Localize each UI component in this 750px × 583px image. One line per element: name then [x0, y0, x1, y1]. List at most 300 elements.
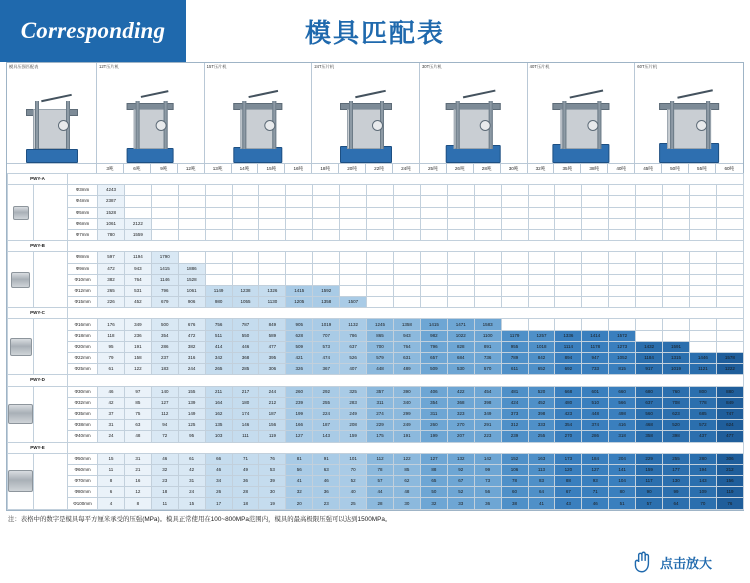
- tonnage-cell: 15吨: [258, 164, 285, 173]
- pressure-cell: 191: [124, 341, 151, 352]
- pressure-cell: [582, 263, 609, 274]
- pressure-cell: 78: [367, 464, 394, 475]
- pressure-cell: [393, 207, 420, 218]
- pressure-cell: [447, 218, 474, 229]
- pressure-cell: 423: [555, 408, 582, 419]
- pressure-cell: 113: [528, 464, 555, 475]
- diameter-label: Φ5mm: [68, 207, 98, 218]
- pressure-cell: 349: [124, 319, 151, 330]
- pressure-cell: [582, 285, 609, 296]
- diameter-label: Φ35mm: [68, 408, 98, 419]
- pressure-cell: [555, 263, 582, 274]
- table-row: [8, 464, 744, 475]
- table-row: [8, 218, 744, 229]
- pressure-cell: 398: [528, 408, 555, 419]
- pressure-cell: 1415: [286, 285, 313, 296]
- tonnage-cell: 30吨: [501, 164, 528, 173]
- pressure-cell: [501, 196, 528, 207]
- pressure-cell: 623: [663, 408, 690, 419]
- pressure-cell: 70: [340, 464, 367, 475]
- pressure-cell: 143: [689, 476, 716, 487]
- pressure-cell: 71: [582, 487, 609, 498]
- pressure-cell: [689, 285, 716, 296]
- mold-photo-spacer: [34, 453, 68, 509]
- pressure-cell: 50: [420, 487, 447, 498]
- pressure-cell: 229: [367, 420, 394, 431]
- pressure-cell: 407: [340, 364, 367, 375]
- pressure-cell: [636, 229, 663, 240]
- diameter-label: Φ50mm: [68, 453, 98, 464]
- zoom-hint[interactable]: [630, 549, 712, 575]
- pressure-cell: [313, 185, 340, 196]
- pressure-cell: [205, 196, 232, 207]
- pressure-cell: 318: [609, 431, 636, 442]
- pressure-cell: 2122: [124, 218, 151, 229]
- pressure-cell: [232, 185, 259, 196]
- pressure-cell: 280: [689, 453, 716, 464]
- pressure-cell: 26: [205, 487, 232, 498]
- pressure-cell: [474, 185, 501, 196]
- pressure-cell: 119: [716, 487, 743, 498]
- pressure-cell: 342: [205, 353, 232, 364]
- pressure-cell: [340, 274, 367, 285]
- press-machine-image: [97, 79, 204, 163]
- pressure-cell: 906: [178, 297, 205, 308]
- group-title-row: [8, 241, 744, 252]
- pressure-cell: [286, 263, 313, 274]
- pressure-cell: [636, 297, 663, 308]
- pressure-cell: 127: [286, 431, 313, 442]
- pressure-cell: [286, 274, 313, 285]
- pressure-cell: 99: [663, 487, 690, 498]
- pressure-cell: 61: [178, 453, 205, 464]
- pressure-cell: 48: [393, 487, 420, 498]
- pressure-cell: 1528: [98, 207, 125, 218]
- diameter-label: Φ10mm: [68, 274, 98, 285]
- pressure-cell: [259, 185, 286, 196]
- pressure-cell: [609, 285, 636, 296]
- pressure-cell: 477: [716, 431, 743, 442]
- pressure-cell: 1528: [178, 274, 205, 285]
- pressure-cell: 255: [313, 397, 340, 408]
- table-row: [8, 386, 744, 397]
- group-title-row: [8, 308, 744, 319]
- pressure-cell: 152: [501, 453, 528, 464]
- pressure-cell: [420, 285, 447, 296]
- page-title: 模具匹配表: [304, 17, 445, 48]
- pressure-cell: 1432: [636, 341, 663, 352]
- pressure-cell: [663, 252, 690, 263]
- table-row: [8, 185, 744, 196]
- pressure-cell: 880: [716, 386, 743, 397]
- pressure-cell: 891: [474, 341, 501, 352]
- pressure-cell: 30: [259, 487, 286, 498]
- pressure-cell: 60: [501, 487, 528, 498]
- press-machine-image: [205, 79, 312, 163]
- table-row: [8, 364, 744, 375]
- pressure-cell: [663, 330, 690, 341]
- table-legend-cell: [7, 63, 97, 163]
- pressure-cell: [393, 218, 420, 229]
- pressure-cell: 1205: [286, 297, 313, 308]
- machine-header-row: [7, 63, 743, 163]
- pressure-cell: 764: [124, 274, 151, 285]
- pressure-cell: 199: [420, 431, 447, 442]
- pressure-cell: [340, 218, 367, 229]
- pressure-cell: 36: [474, 498, 501, 509]
- machine-label: 24T压片机: [314, 64, 335, 69]
- pressure-cell: 140: [151, 386, 178, 397]
- pressure-cell: 1194: [124, 252, 151, 263]
- pressure-cell: 1471: [447, 319, 474, 330]
- pressure-cell: 1583: [474, 319, 501, 330]
- pressure-cell: 187: [313, 420, 340, 431]
- table-row: [8, 330, 744, 341]
- pressure-cell: [636, 263, 663, 274]
- pressure-cell: 56: [474, 487, 501, 498]
- press-machine-image: [312, 79, 419, 163]
- machine-cell-3: [312, 63, 420, 163]
- pressure-cell: [340, 263, 367, 274]
- pressure-cell: 368: [447, 397, 474, 408]
- pressure-cell: 244: [178, 364, 205, 375]
- pressure-cell: 88: [420, 464, 447, 475]
- diameter-label: Φ20mm: [68, 341, 98, 352]
- pressure-cell: [501, 218, 528, 229]
- pressure-cell: 1592: [313, 285, 340, 296]
- pressure-cell: 579: [367, 353, 394, 364]
- pressure-cell: 373: [501, 408, 528, 419]
- pressure-cell: 736: [474, 353, 501, 364]
- pressure-cell: 733: [582, 364, 609, 375]
- pressure-cell: 101: [340, 453, 367, 464]
- pressure-cell: 481: [501, 386, 528, 397]
- pressure-cell: [286, 196, 313, 207]
- pressure-cell: [555, 297, 582, 308]
- pressure-cell: 48: [124, 431, 151, 442]
- pressure-cell: 109: [689, 487, 716, 498]
- pressure-cell: [474, 263, 501, 274]
- pressure-cell: 184: [582, 453, 609, 464]
- mold-photo: [8, 319, 34, 375]
- pressure-cell: [636, 285, 663, 296]
- pressure-cell: [609, 297, 636, 308]
- group-name: PWY-A: [8, 174, 68, 185]
- pressure-cell: [367, 297, 394, 308]
- pressure-cell: 18: [232, 498, 259, 509]
- pressure-cell: 32: [286, 487, 313, 498]
- pressure-cell: 685: [689, 408, 716, 419]
- pressure-cell: 510: [582, 397, 609, 408]
- pressure-cell: 15: [98, 453, 125, 464]
- pressure-cell: [259, 229, 286, 240]
- pressure-cell: [420, 252, 447, 263]
- zoom-hint-label: 点击放大: [659, 555, 712, 571]
- header-brand-text: Corresponding: [20, 18, 166, 43]
- tonnage-cell: 3吨: [97, 164, 124, 173]
- pressure-cell: 23: [313, 498, 340, 509]
- pressure-cell: 1315: [663, 353, 690, 364]
- pressure-cell: 550: [232, 330, 259, 341]
- pressure-cell: 472: [98, 263, 125, 274]
- pressure-cell: [501, 207, 528, 218]
- tonnage-cell: 16吨: [285, 164, 312, 173]
- mold-photo-spacer: [34, 319, 68, 375]
- pressure-cell: 122: [124, 364, 151, 375]
- pressure-cell: [663, 196, 690, 207]
- pressure-cell: [151, 196, 178, 207]
- diameter-label: Φ3mm: [68, 185, 98, 196]
- pressure-cell: [178, 196, 205, 207]
- pressure-cell: [609, 185, 636, 196]
- pressure-cell: 6: [98, 487, 125, 498]
- pressure-cell: [178, 185, 205, 196]
- mold-photo-spacer: [34, 185, 68, 241]
- pressure-cell: [609, 218, 636, 229]
- pressure-cell: [689, 185, 716, 196]
- table-row: [8, 476, 744, 487]
- table-row: [8, 229, 744, 240]
- tonnage-cell: 22吨: [366, 164, 393, 173]
- pressure-cell: 85: [124, 397, 151, 408]
- pressure-cell: 1790: [151, 252, 178, 263]
- pressure-cell: [528, 263, 555, 274]
- pressure-cell: [367, 285, 394, 296]
- pressure-cell: 62: [393, 476, 420, 487]
- pressure-cell: 183: [151, 364, 178, 375]
- group-title-filler: [68, 174, 744, 185]
- pressure-cell: 237: [151, 353, 178, 364]
- pressure-cell: [313, 229, 340, 240]
- pressure-cell: [178, 229, 205, 240]
- table-row: [8, 487, 744, 498]
- pressure-cell: [393, 297, 420, 308]
- pressure-cell: [205, 274, 232, 285]
- pressure-cell: 174: [232, 408, 259, 419]
- pressure-cell: 104: [609, 476, 636, 487]
- pressure-cell: 85: [393, 464, 420, 475]
- pressure-cell: 36: [232, 476, 259, 487]
- pressure-cell: [582, 229, 609, 240]
- pressure-cell: 40: [340, 487, 367, 498]
- pressure-cell: [716, 319, 743, 330]
- tonnage-cell: 32吨: [528, 164, 555, 173]
- pressure-cell: [663, 185, 690, 196]
- pressure-cell: [528, 218, 555, 229]
- pressure-cell: 509: [420, 364, 447, 375]
- pressure-cell: [232, 252, 259, 263]
- diameter-label: Φ30mm: [68, 386, 98, 397]
- pressure-cell: [178, 252, 205, 263]
- pressure-cell: [689, 341, 716, 352]
- pressure-cell: 1414: [582, 330, 609, 341]
- pressure-cell: [663, 263, 690, 274]
- pressure-cell: 283: [340, 397, 367, 408]
- group-name: PWY-D: [8, 375, 68, 386]
- pressure-cell: 76: [716, 498, 743, 509]
- pressure-cell: 31: [178, 476, 205, 487]
- pressure-cell: [151, 207, 178, 218]
- machine-cell-6: [635, 63, 743, 163]
- header-brand-block: [0, 0, 186, 62]
- pressure-cell: [582, 252, 609, 263]
- pressure-cell: [286, 252, 313, 263]
- pressure-cell: 239: [286, 397, 313, 408]
- tonnage-cell: 18吨: [312, 164, 339, 173]
- diameter-label: Φ100mm: [68, 498, 98, 509]
- pressure-cell: [420, 229, 447, 240]
- pressure-cell: 66: [205, 453, 232, 464]
- pressure-cell: 207: [447, 431, 474, 442]
- pressure-cell: 368: [232, 353, 259, 364]
- diameter-label: Φ12mm: [68, 285, 98, 296]
- pressure-cell: [609, 319, 636, 330]
- tonnage-cell: 40吨: [608, 164, 635, 173]
- pressure-cell: [420, 297, 447, 308]
- pressure-cell: 64: [528, 487, 555, 498]
- pressure-cell: 657: [420, 353, 447, 364]
- pressure-cell: 1100: [474, 330, 501, 341]
- pressure-cell: 155: [178, 386, 205, 397]
- pressure-cell: [689, 218, 716, 229]
- pressure-cell: [716, 207, 743, 218]
- pressure-cell: [474, 285, 501, 296]
- pressure-cell: [474, 274, 501, 285]
- pressure-cell: 146: [232, 420, 259, 431]
- pressure-cell: 111: [232, 431, 259, 442]
- pressure-cell: 71: [232, 453, 259, 464]
- pressure-cell: 204: [609, 453, 636, 464]
- pressure-cell: 120: [555, 464, 582, 475]
- pressure-cell: 480: [555, 397, 582, 408]
- pressure-cell: 93: [582, 476, 609, 487]
- pressure-cell: [151, 218, 178, 229]
- pressure-cell: [555, 185, 582, 196]
- pressure-cell: 158: [124, 353, 151, 364]
- pressure-cell: [716, 229, 743, 240]
- pressure-cell: 24: [98, 431, 125, 442]
- pressure-cell: 477: [259, 341, 286, 352]
- pressure-cell: [420, 207, 447, 218]
- pressure-cell: 1055: [232, 297, 259, 308]
- pressure-cell: 270: [555, 431, 582, 442]
- pressure-cell: 118: [98, 330, 125, 341]
- mold-photo-spacer: [34, 386, 68, 442]
- pressure-cell: [689, 263, 716, 274]
- pressure-cell: 680: [636, 386, 663, 397]
- pressure-cell: [447, 274, 474, 285]
- press-machine-image: [635, 79, 743, 163]
- tonnage-cell: 9吨: [151, 164, 178, 173]
- pressure-cell: 422: [447, 386, 474, 397]
- pressure-cell: [501, 252, 528, 263]
- pressure-cell: 326: [286, 364, 313, 375]
- pressure-cell: 905: [286, 319, 313, 330]
- pressure-cell: 249: [340, 408, 367, 419]
- pressure-cell: 1061: [178, 285, 205, 296]
- pressure-cell: 28: [232, 487, 259, 498]
- tonnage-cell: 35吨: [554, 164, 581, 173]
- pressure-cell: 103: [205, 431, 232, 442]
- pressure-cell: [313, 207, 340, 218]
- pressure-cell: 139: [178, 397, 205, 408]
- diameter-label: Φ25mm: [68, 364, 98, 375]
- pressure-cell: [232, 274, 259, 285]
- pressure-cell: 112: [151, 408, 178, 419]
- pressure-cell: 12: [124, 487, 151, 498]
- pressure-cell: 30: [393, 498, 420, 509]
- pressure-cell: 566: [609, 397, 636, 408]
- pressure-cell: 44: [367, 487, 394, 498]
- pressure-cell: 1061: [98, 218, 125, 229]
- pressure-cell: [178, 207, 205, 218]
- pressure-cell: [528, 252, 555, 263]
- pressure-cell: 226: [98, 297, 125, 308]
- pressure-cell: [609, 229, 636, 240]
- pressure-cell: 511: [205, 330, 232, 341]
- diameter-label: Φ60mm: [68, 464, 98, 475]
- tonnage-cell: 20吨: [339, 164, 366, 173]
- pressure-cell: [501, 274, 528, 285]
- pressure-cell: 46: [582, 498, 609, 509]
- pressure-cell: [232, 207, 259, 218]
- pressure-cell: 374: [582, 420, 609, 431]
- pressure-cell: 764: [393, 341, 420, 352]
- pressure-cell: [501, 285, 528, 296]
- diameter-label: Φ6mm: [68, 218, 98, 229]
- tonnage-cell: 45吨: [635, 164, 662, 173]
- pressure-cell: [555, 229, 582, 240]
- pressure-cell: 53: [259, 464, 286, 475]
- pressure-cell: 468: [636, 420, 663, 431]
- pressure-cell: [340, 185, 367, 196]
- pressure-cell: [367, 207, 394, 218]
- pressure-cell: [555, 218, 582, 229]
- pressure-cell: 357: [367, 386, 394, 397]
- pressure-cell: 24: [178, 487, 205, 498]
- pressure-cell: 75: [124, 408, 151, 419]
- pressure-cell: [393, 229, 420, 240]
- pressure-cell: 21: [124, 464, 151, 475]
- group-title-row: [8, 375, 744, 386]
- pressure-cell: 1179: [501, 330, 528, 341]
- pressure-cell: 796: [420, 341, 447, 352]
- pressure-cell: 1273: [609, 341, 636, 352]
- pressure-cell: 224: [313, 408, 340, 419]
- pressure-cell: 194: [689, 464, 716, 475]
- pressure-cell: 323: [447, 408, 474, 419]
- pressure-cell: [151, 185, 178, 196]
- press-machine-image: [528, 79, 635, 163]
- pressure-cell: 982: [420, 330, 447, 341]
- pressure-cell: 260: [420, 420, 447, 431]
- pressure-cell: [663, 297, 690, 308]
- pressure-cell: 236: [124, 330, 151, 341]
- pressure-cell: 349: [474, 408, 501, 419]
- pressure-cell: [259, 218, 286, 229]
- tonnage-cell: 13吨: [205, 164, 232, 173]
- pressure-cell: 70: [689, 498, 716, 509]
- pressure-cell: 90: [636, 487, 663, 498]
- pressure-cell: [367, 229, 394, 240]
- pressure-cell: [447, 207, 474, 218]
- pressure-cell: 787: [232, 319, 259, 330]
- pressure-cell: 28: [367, 498, 394, 509]
- pressure-cell: 95: [98, 341, 125, 352]
- pressure-cell: [528, 196, 555, 207]
- pressure-cell: [259, 274, 286, 285]
- pressure-cell: 56: [286, 464, 313, 475]
